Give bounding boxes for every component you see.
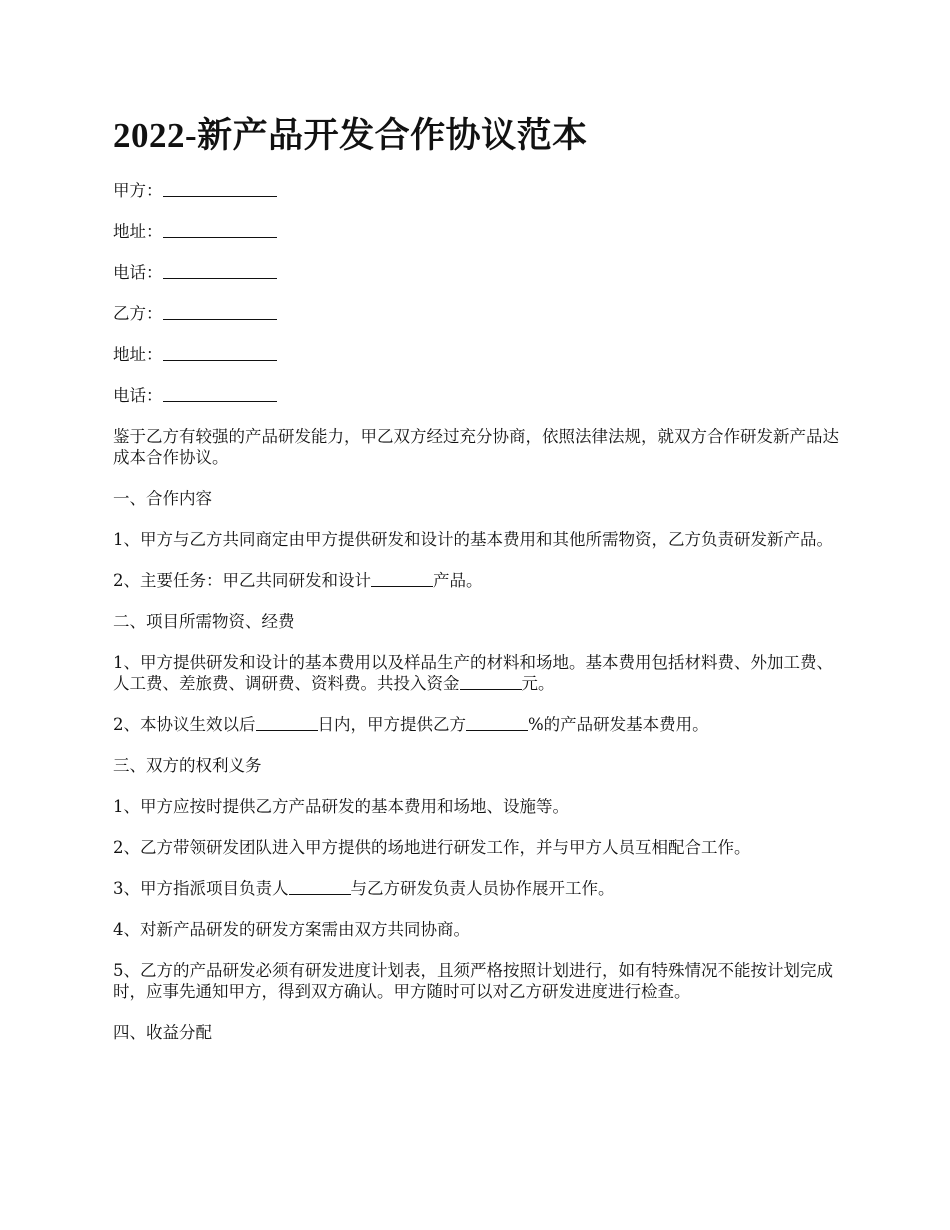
- section-3-item-3-text-a: 3、甲方指派项目负责人: [113, 879, 289, 898]
- section-1-item-2-text-a: 2、主要任务：甲乙共同研发和设计: [113, 571, 371, 590]
- section-3-item-2: 2、乙方带领研发团队进入甲方提供的场地进行研发工作，并与甲方人员互相配合工作。: [113, 838, 751, 857]
- section-1-item-2: [113, 570, 848, 591]
- party-a-label: 甲方：: [113, 181, 163, 200]
- party-a-address-label: 地址：: [113, 222, 163, 241]
- party-b-blank: [163, 303, 277, 320]
- section-2-item-1-text-a: 1、甲方提供研发和设计的基本费用以及样品生产的材料和场地。基本费用包括材料费、外加工费、人工费、差旅费、调研费、资料费。共投入资金: [113, 653, 833, 693]
- party-a-address-line: [113, 221, 848, 242]
- party-b-address-blank: [163, 344, 277, 361]
- section-2-item-1-text-b: 元。: [521, 674, 555, 693]
- days-blank: [256, 714, 318, 731]
- party-a-line: [113, 180, 848, 201]
- section-3-item-4: 4、对新产品研发的研发方案需由双方共同协商。: [113, 920, 470, 939]
- document-title: 2022-新产品开发合作协议范本: [113, 116, 588, 155]
- party-a-blank: [163, 180, 277, 197]
- party-b-label: 乙方：: [113, 304, 163, 323]
- party-a-phone-line: [113, 262, 848, 283]
- section-3-item-5: 5、乙方的产品研发必须有研发进度计划表，且须严格按照计划进行，如有特殊情况不能按计划完成时，应事先通知甲方，得到双方确认。甲方随时可以对乙方研发进度进行检查。: [113, 961, 833, 1001]
- project-lead-blank: [289, 878, 351, 895]
- section-2-item-2-text-c: %的产品研发基本费用。: [528, 715, 709, 734]
- section-4-heading: 四、收益分配: [113, 1023, 212, 1042]
- party-b-address-label: 地址：: [113, 345, 163, 364]
- section-2-item-2-text-b: 日内，甲方提供乙方: [317, 715, 466, 734]
- party-b-phone-label: 电话：: [113, 386, 163, 405]
- section-1-heading: 一、合作内容: [113, 489, 212, 508]
- section-1-item-2-text-b: 产品。: [433, 571, 483, 590]
- party-a-phone-blank: [163, 262, 277, 279]
- section-3-heading: 三、双方的权利义务: [113, 756, 262, 775]
- section-3-item-3: [113, 878, 848, 899]
- party-b-address-line: [113, 344, 848, 365]
- percent-blank: [466, 714, 528, 731]
- section-3-item-1: 1、甲方应按时提供乙方产品研发的基本费用和场地、设施等。: [113, 797, 569, 816]
- party-b-phone-line: [113, 385, 848, 406]
- party-b-phone-blank: [163, 385, 277, 402]
- document-page: [113, 112, 848, 1063]
- section-1-item-1: 1、甲方与乙方共同商定由甲方提供研发和设计的基本费用和其他所需物资，乙方负责研发新产品。: [113, 530, 833, 549]
- section-2-item-1: [113, 652, 848, 694]
- funding-amount-blank: [460, 673, 522, 690]
- section-2-item-2: [113, 714, 848, 735]
- intro-paragraph: 鉴于乙方有较强的产品研发能力，甲乙双方经过充分协商，依照法律法规，就双方合作研发新产品达成本合作协议。: [113, 427, 839, 467]
- section-2-item-2-text-a: 2、本协议生效以后: [113, 715, 256, 734]
- section-3-item-3-text-b: 与乙方研发负责人员协作展开工作。: [350, 879, 615, 898]
- party-b-line: [113, 303, 848, 324]
- product-blank: [371, 570, 433, 587]
- party-a-address-blank: [163, 221, 277, 238]
- party-a-phone-label: 电话：: [113, 263, 163, 282]
- section-2-heading: 二、项目所需物资、经费: [113, 612, 295, 631]
